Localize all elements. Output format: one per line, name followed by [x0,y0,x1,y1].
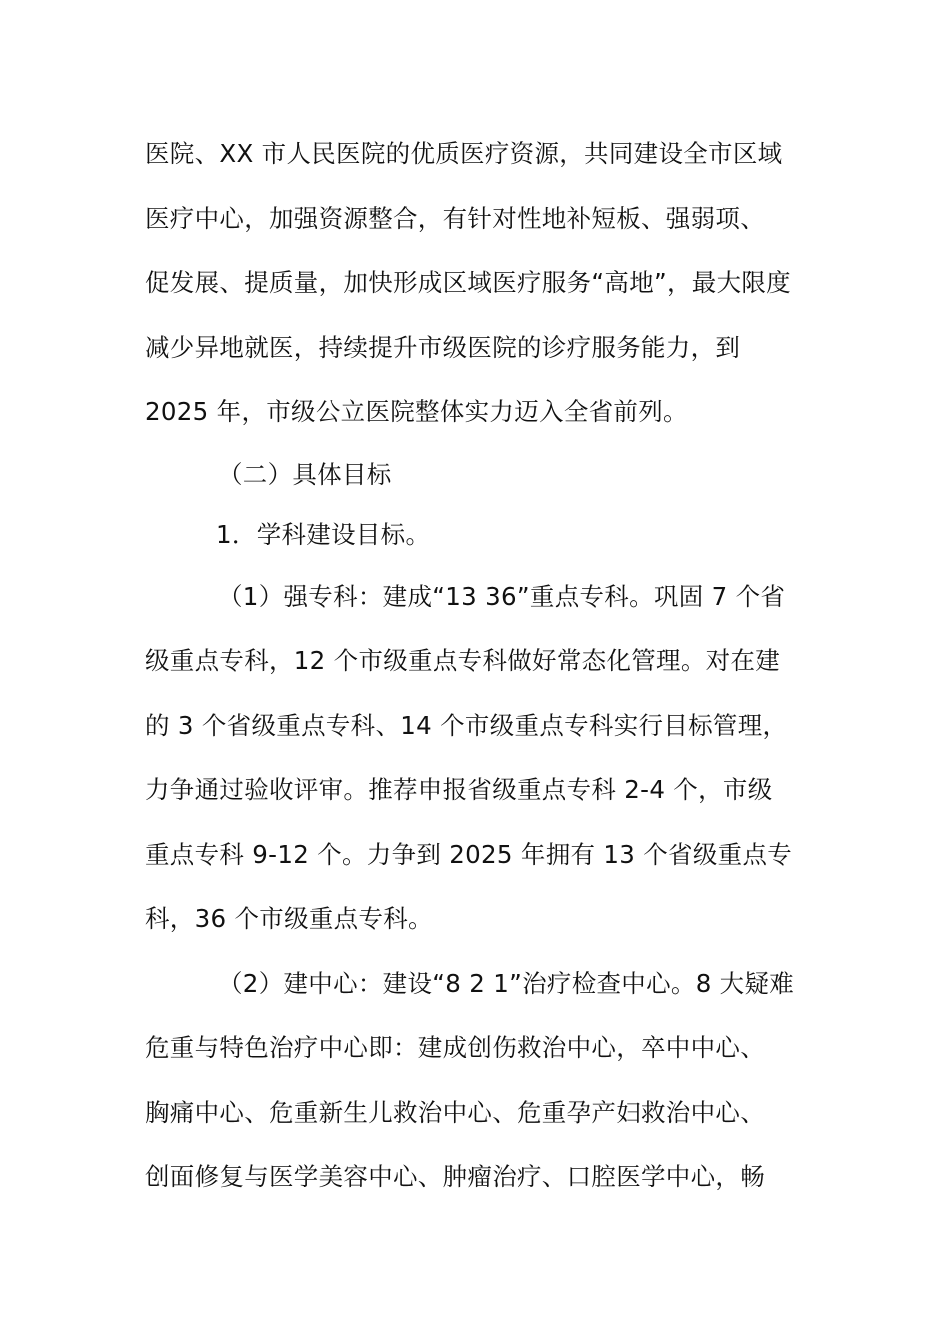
text-line: 的 3 个省级重点专科、14 个市级重点专科实行目标管理， [145,710,788,740]
heading-text: 1．学科建设目标。 [216,519,431,549]
paragraph-regional-medical-center [145,122,807,445]
text-line: 2025 年，市级公立医院整体实力迈入全省前列。 [145,397,688,426]
paragraph-strong-specialty [145,565,807,952]
paragraph-build-center [145,952,807,1210]
text-line: 胸痛中心、危重新生儿救治中心、危重孕产妇救治中心、 [145,1097,765,1127]
text-line: 减少异地就医，持续提升市级医院的诊疗服务能力，到 [145,332,741,362]
text-line: 力争通过验收评审。推荐申报省级重点专科 2-4 个，市级 [145,775,773,804]
text-line: （2）建中心：建设“8 2 1”治疗检查中心。8 大疑难 [218,968,795,998]
heading-text: （二）具体目标 [218,459,392,489]
text-line: 科，36 个市级重点专科。 [145,904,433,933]
text-line: 危重与特色治疗中心即：建成创伤救治中心，卒中中心、 [145,1033,765,1062]
document-body [145,122,807,1210]
text-line: 创面修复与医学美容中心、肿瘤治疗、口腔医学中心，畅 [145,1162,765,1191]
section-heading-specific-goals [145,445,807,505]
text-line: 医疗中心，加强资源整合，有针对性地补短板、强弱项、 [145,203,765,233]
text-line: 级重点专科，12 个市级重点专科做好常态化管理。对在建 [145,646,781,675]
text-line: 重点专科 9-12 个。力争到 2025 年拥有 13 个省级重点专 [145,839,793,869]
text-line: 医院、XX 市人民医院的优质医疗资源，共同建设全市区域 [145,139,783,168]
text-line: （1）强专科：建成“13 36”重点专科。巩固 7 个省 [218,581,786,611]
section-heading-discipline-goals [145,505,807,565]
text-line: 促发展、提质量，加快形成区域医疗服务“高地”，最大限度 [145,268,791,297]
